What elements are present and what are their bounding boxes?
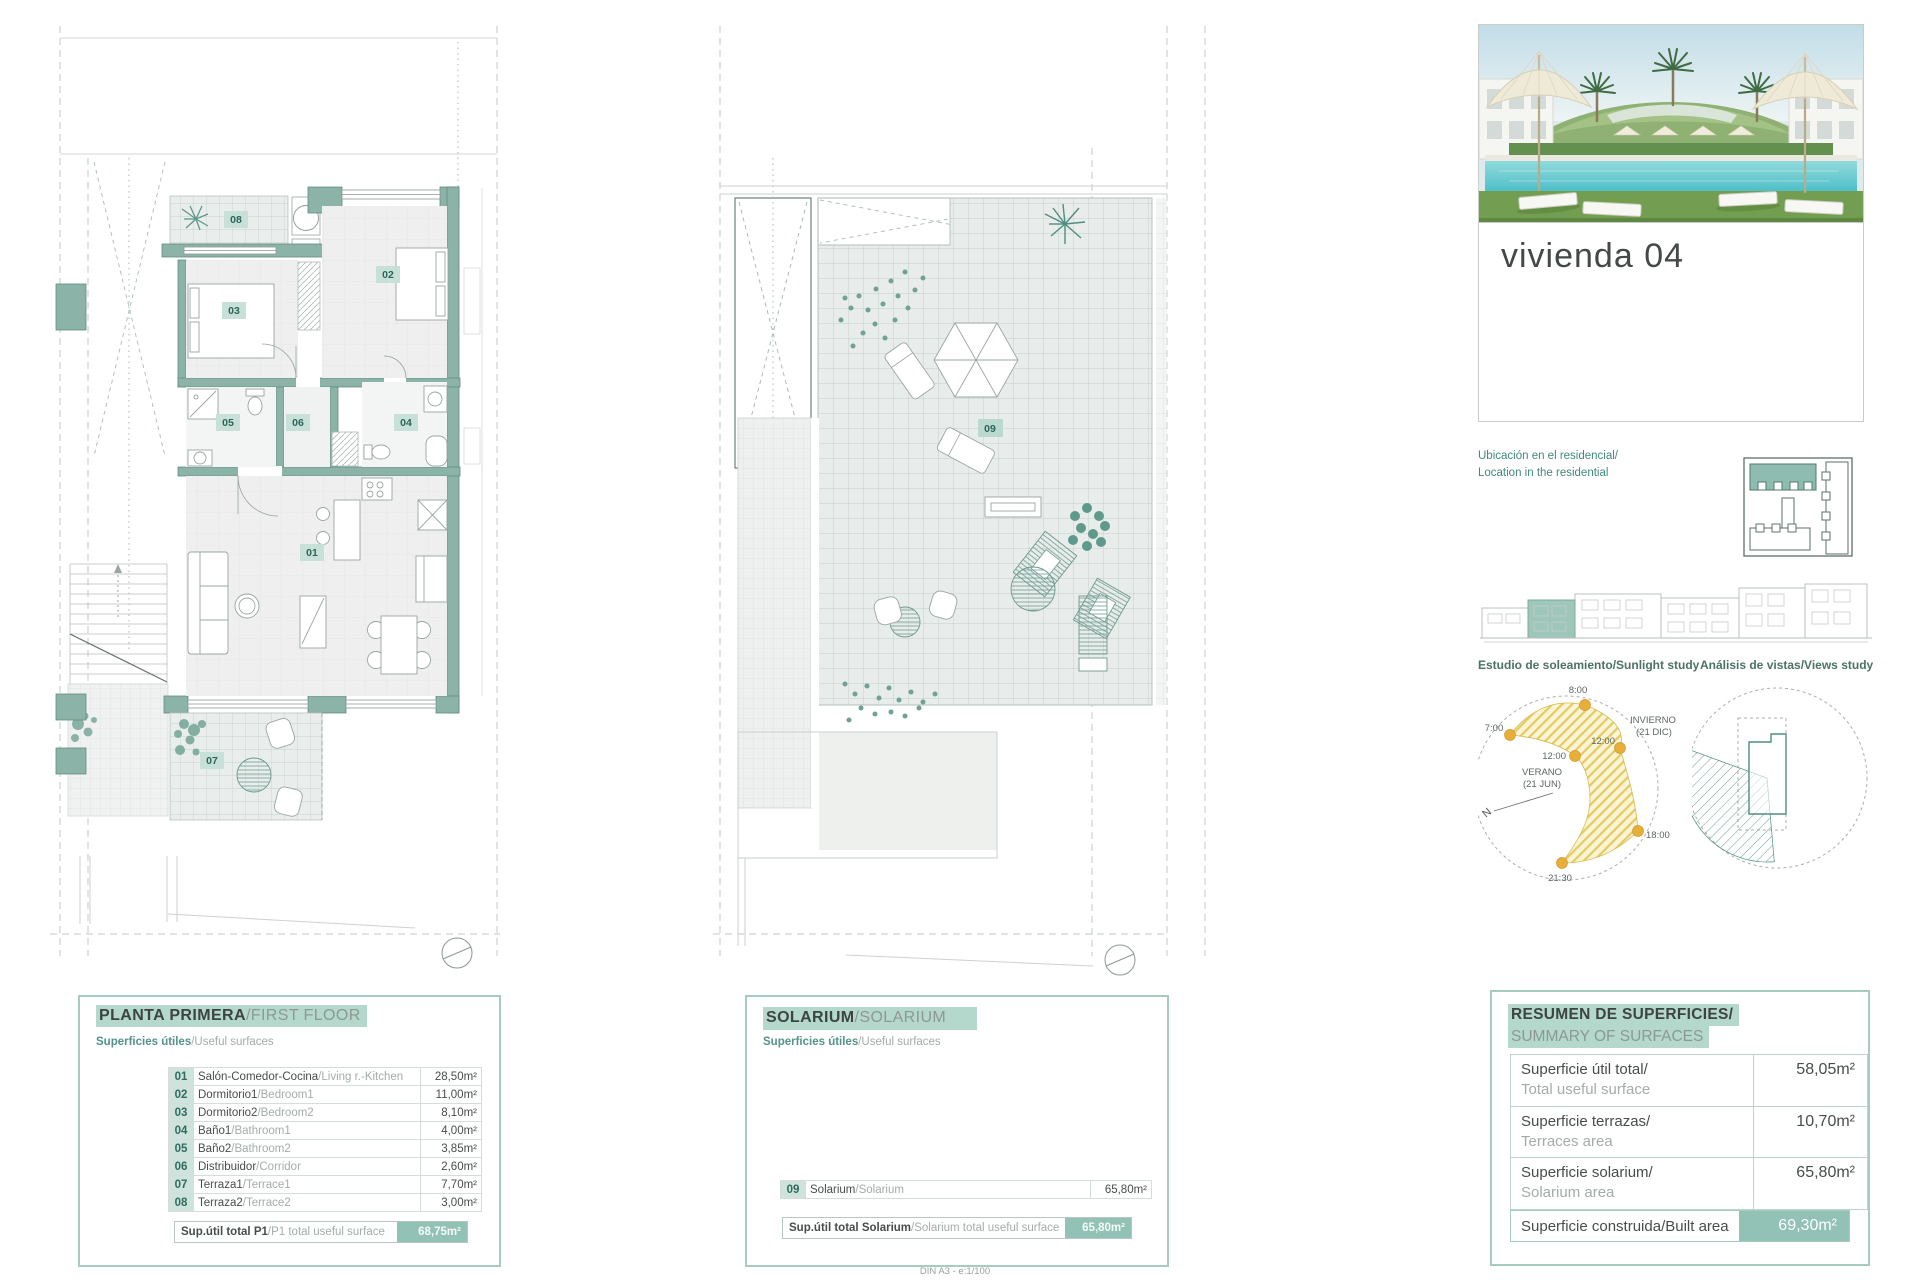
neighbour-unit-hint xyxy=(464,188,482,696)
svg-text:18:00: 18:00 xyxy=(1646,830,1670,841)
room-labels xyxy=(978,419,1003,437)
lounger-symbol xyxy=(1079,596,1107,671)
total-value: 65,80m² xyxy=(1065,1218,1131,1238)
room-label: 09 xyxy=(984,423,996,435)
side-walkway xyxy=(738,418,811,808)
room-label: 07 xyxy=(206,755,218,767)
svg-text:21:30: 21:30 xyxy=(1548,873,1572,884)
sunlight-study-title: Estudio de soleamiento/Sunlight study xyxy=(1478,658,1700,672)
views-study-diagram xyxy=(1692,678,1878,888)
svg-text:(21 DIC): (21 DIC) xyxy=(1636,727,1672,738)
built-area-value: 69,30m² xyxy=(1739,1211,1849,1241)
total-value: 68,75m² xyxy=(397,1222,467,1242)
solarium-plan xyxy=(593,8,1213,985)
table-row: 08 Terraza2/Terrace2 3,00m² xyxy=(169,1194,482,1212)
section-subtitle: Superficies útiles/Useful surfaces xyxy=(96,1036,274,1048)
summary-of-surfaces-box xyxy=(1490,990,1870,1266)
svg-text:8:00: 8:00 xyxy=(1568,685,1588,696)
table-row: 05 Baño2/Bathroom2 3,85m² xyxy=(169,1140,482,1158)
table-row: 07 Terraza1/Terrace1 7,70m² xyxy=(169,1176,482,1194)
bench-symbol xyxy=(985,497,1041,517)
room-label: 08 xyxy=(230,214,242,226)
concrete-pad xyxy=(819,732,997,850)
views-study-title: Análisis de vistas/Views study xyxy=(1700,658,1874,672)
section-title: PLANTA PRIMERA/FIRST FLOOR xyxy=(96,1007,367,1025)
room-label: 05 xyxy=(222,417,234,429)
structural-pillars xyxy=(56,284,86,774)
section-marker-icon xyxy=(442,938,472,968)
room-label: 06 xyxy=(292,417,304,429)
staircase xyxy=(68,564,168,816)
section-title: RESUMEN DE SUPERFICIES/ SUMMARY OF SURFACES xyxy=(1508,1004,1739,1049)
svg-text:VERANO: VERANO xyxy=(1521,767,1563,778)
table-row: Superficie solarium/ Solarium area 65,80m² xyxy=(1511,1158,1868,1210)
scale-note: DIN A3 - e:1/100 xyxy=(919,1266,991,1277)
table-row: 04 Baño1/Bathroom1 4,00m² xyxy=(169,1122,482,1140)
svg-text:(21 JUN): (21 JUN) xyxy=(1522,779,1562,790)
svg-text:12:00: 12:00 xyxy=(1542,751,1566,762)
svg-text:INVIERNO: INVIERNO xyxy=(1630,715,1676,726)
unit-title-box xyxy=(1478,222,1864,422)
pool-render-illustration xyxy=(1479,25,1863,223)
table-row: Superficie terrazas/ Terraces area 10,70m² xyxy=(1511,1106,1868,1158)
section-title: SOLARIUM/SOLARIUM xyxy=(763,1007,977,1030)
room-label: 02 xyxy=(382,269,394,281)
first-floor-surfaces-box xyxy=(78,995,501,1267)
round-table-symbol xyxy=(1011,567,1055,611)
pool xyxy=(1485,161,1857,191)
table-row: 01 Salón-Comedor-Cocina/Living r.-Kitchen 28,50m² xyxy=(169,1068,482,1086)
surfaces-table xyxy=(780,1180,1152,1199)
table-row: 06 Distribuidor/Corridor 2,60m² xyxy=(169,1158,482,1176)
built-area-row: Superficie construida/Built area 69,30m² xyxy=(1510,1210,1850,1242)
table-row: Superficie útil total/ Total useful surface 58,05m² xyxy=(1511,1055,1868,1107)
solarium-surfaces-box xyxy=(745,995,1169,1267)
room-label: 01 xyxy=(306,547,318,559)
elevation-strip xyxy=(1478,578,1874,646)
svg-text:7:00: 7:00 xyxy=(1484,723,1504,734)
sunlight-study-diagram xyxy=(1478,678,1688,900)
table-row: 02 Dormitorio1/Bedroom1 11,00m² xyxy=(169,1086,482,1104)
section-subtitle: Superficies útiles/Useful surfaces xyxy=(763,1036,941,1048)
room-label: 04 xyxy=(400,417,412,429)
terrace-1 xyxy=(170,713,322,820)
building-outline xyxy=(1749,734,1786,814)
first-floor-plan xyxy=(50,8,500,985)
table-row: 03 Dormitorio2/Bedroom2 8,10m² xyxy=(169,1104,482,1122)
render-photo xyxy=(1478,24,1864,224)
location-label: Ubicación en el residencial/ Location in the residential xyxy=(1478,450,1618,480)
summary-table xyxy=(1510,1054,1868,1210)
site-minimap xyxy=(1742,450,1858,564)
svg-text:12:00: 12:00 xyxy=(1591,736,1615,747)
table-row: 09 Solarium/Solarium 65,80m² xyxy=(781,1181,1152,1199)
total-row: Sup.útil total Solarium/Solarium total useful surface 65,80m² xyxy=(782,1217,1132,1239)
total-row: Sup.útil total P1/P1 total useful surface 68,75m² xyxy=(174,1221,468,1243)
room-label: 03 xyxy=(228,305,240,317)
north-indicator: N xyxy=(1480,805,1495,821)
neighbour-unit-hint xyxy=(1156,198,1167,705)
surfaces-table xyxy=(168,1067,482,1212)
page-title: vivienda 04 xyxy=(1501,237,1685,275)
section-marker-icon xyxy=(1105,945,1135,975)
